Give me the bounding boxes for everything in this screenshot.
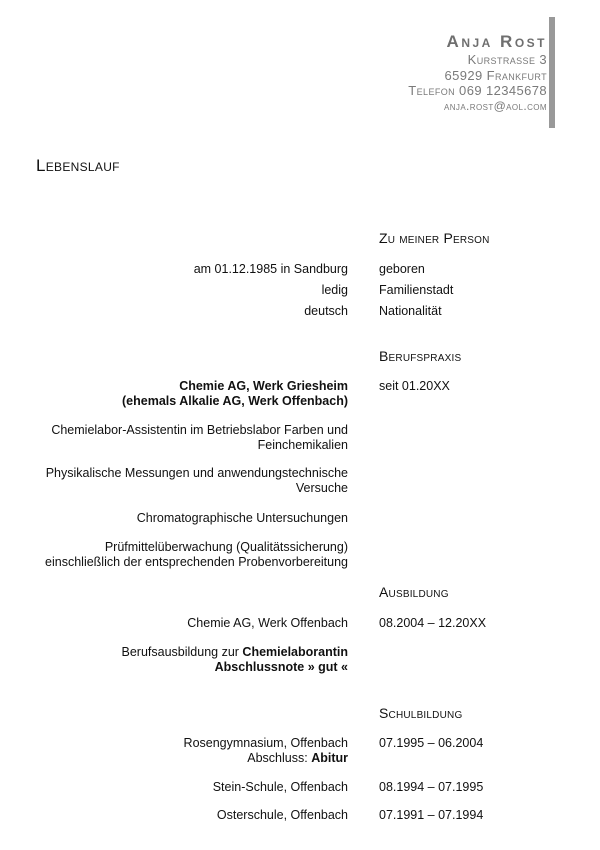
training-prefix: Berufsausbildung zur (121, 645, 239, 659)
training-description (122, 645, 349, 675)
training-title-line (122, 645, 349, 660)
task-line: Chromatographische Untersuchungen (136, 511, 348, 525)
task-item (51, 423, 348, 453)
family-status-value: ledig (321, 283, 348, 297)
email-address: anja.rost@aol.com (444, 98, 547, 113)
task-line: Chemielabor-Assistentin im Betriebslabor Farben und (51, 423, 348, 437)
section-heading-berufspraxis: Berufspraxis (379, 348, 462, 364)
school-degree: Abitur (311, 751, 348, 765)
birth-value: am 01.12.1985 in Sandburg (193, 262, 348, 276)
applicant-name: Anja Rost (446, 32, 547, 51)
school-name: Rosengymnasium, Offenbach (183, 736, 348, 750)
city-address: 65929 Frankfurt (444, 67, 547, 83)
task-item (45, 540, 348, 570)
employment-since: seit 01.20XX (379, 379, 450, 393)
nationality-value: deutsch (304, 304, 348, 318)
task-line: Prüfmittelüberwachung (Qualitätssicherung) (104, 540, 348, 554)
school-name: Osterschule, Offenbach (216, 808, 348, 822)
section-heading-ausbildung: Ausbildung (379, 584, 449, 600)
school-note-prefix: Abschluss: (247, 751, 308, 765)
birth-label: geboren (379, 262, 425, 276)
employer-name (122, 379, 348, 409)
street-address: Kurstrasse 3 (467, 52, 547, 67)
phone-number: Telefon 069 12345678 (408, 83, 547, 98)
school-name: Stein-Schule, Offenbach (212, 780, 348, 794)
nationality-label: Nationalität (379, 304, 442, 318)
school-note (184, 751, 348, 766)
contact-block (408, 32, 547, 114)
employer-line-2: (ehemals Alkalie AG, Werk Offenbach) (122, 394, 348, 408)
header-accent-bar (549, 17, 555, 128)
school-period: 07.1995 – 06.2004 (379, 736, 484, 750)
school-period: 08.1994 – 07.1995 (379, 780, 484, 794)
employer-line-1: Chemie AG, Werk Griesheim (179, 379, 348, 393)
task-line: Versuche (295, 481, 348, 495)
section-heading-schulbildung: Schulbildung (379, 705, 463, 721)
training-period: 08.2004 – 12.20XX (379, 616, 487, 630)
school-entry (184, 736, 348, 766)
task-line: Feinchemikalien (257, 438, 348, 452)
task-line: Physikalische Messungen und anwendungstechnische (45, 466, 348, 480)
section-heading-person: Zu meiner Person (379, 230, 490, 246)
training-place: Chemie AG, Werk Offenbach (187, 616, 348, 630)
task-item (137, 511, 348, 526)
family-status-label: Familienstadt (379, 283, 454, 297)
training-grade: Abschlussnote » gut « (214, 660, 348, 674)
task-item (46, 466, 348, 496)
training-profession: Chemielaborantin (242, 645, 348, 659)
task-line: einschließlich der entsprechenden Probenvorbereitung (45, 555, 348, 569)
document-title: Lebenslauf (36, 156, 120, 175)
school-period: 07.1991 – 07.1994 (379, 808, 484, 822)
